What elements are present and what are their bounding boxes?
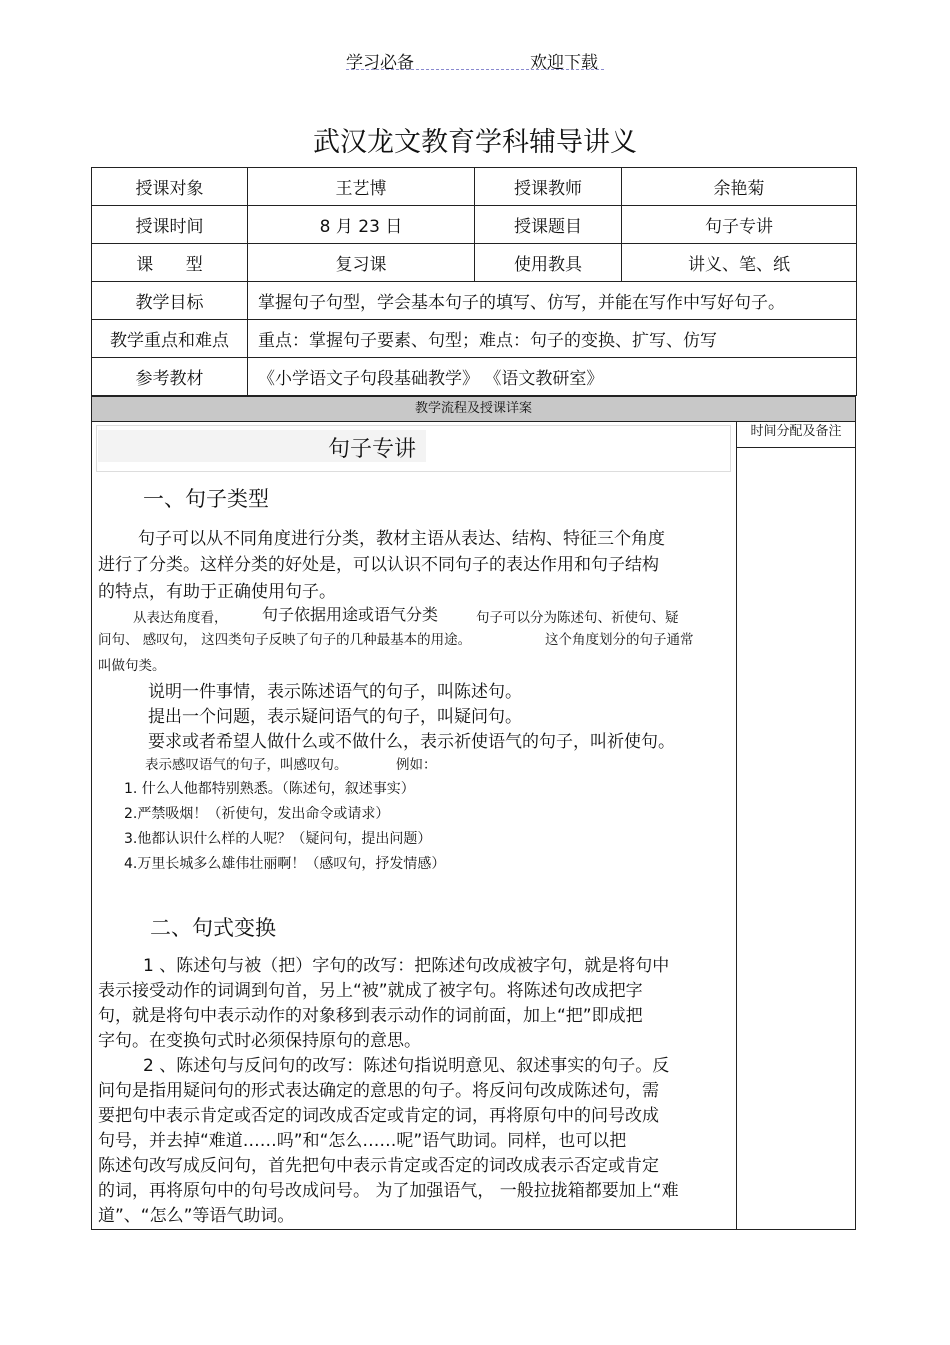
paragraph-line: 1 、陈述句与被（把）字句的改写：把陈述句改成被字句，就是将句中	[143, 956, 670, 976]
definition-line: 要求或者希望人做什么或不做什么，表示祈使语气的句子，叫祈使句。	[148, 732, 675, 752]
paragraph-line: 句子可以分为陈述句、祈使句、疑	[476, 610, 679, 626]
label-tools: 使用教具	[475, 244, 622, 282]
paragraph-line: 问句、 感叹句， 这四类句子反映了句子的几种最基本的用途。	[98, 632, 472, 648]
paragraph-line: 2 、陈述句与反问句的改写：陈述句指说明意见、叙述事实的句子。反	[143, 1056, 670, 1076]
paragraph-line: 要把句中表示肯定或否定的词改成否定或肯定的词，再将原句中的问号改成	[98, 1106, 659, 1126]
value-teacher: 余艳菊	[622, 168, 857, 206]
column-divider	[736, 421, 737, 1229]
paragraph-line: 陈述句改写成反问句，首先把句中表示肯定或否定的词改成表示否定或肯定	[98, 1156, 659, 1176]
example-item: 1. 什么人他都特别熟悉。（陈述句，叙述事实）	[124, 781, 415, 797]
value-reference: 《小学语文子句段基础教学》 《语文教研室》	[248, 358, 857, 396]
value-tools: 讲义、笔、纸	[622, 244, 857, 282]
paragraph-line: 句子依据用途或语气分类	[262, 605, 439, 624]
paragraph-line: 的词，再将原句中的句号改成问号。 为了加强语气， 一般拉拢箱都要加上“难	[98, 1181, 679, 1201]
paragraph-line: 句，就是将句中表示动作的对象移到表示动作的词前面，加上“把”即成把	[98, 1006, 643, 1026]
flow-bar: 教学流程及授课详案	[91, 396, 856, 422]
section1-heading: 一、句子类型	[143, 487, 269, 511]
paragraph-line: 道”、“怎么”等语气助词。	[98, 1206, 295, 1226]
example-item: 3.他都认识什么样的人呢？（疑问句，提出问题）	[124, 831, 432, 847]
value-time: 8 月 23 日	[248, 206, 475, 244]
label-goal: 教学目标	[92, 282, 248, 320]
paragraph-line: 这个角度划分的句子通常	[545, 632, 694, 648]
section2-heading: 二、句式变换	[150, 916, 276, 940]
label-time: 授课时间	[92, 206, 248, 244]
definition-line: 提出一个问题，表示疑问语气的句子，叫疑问句。	[148, 707, 522, 727]
paragraph-line: 句子可以从不同角度进行分类，教材主语从表达、结构、特征三个角度	[138, 529, 665, 549]
value-keypoints: 重点：掌握句子要素、句型；难点：句子的变换、扩写、仿写	[248, 320, 857, 358]
paragraph-line: 进行了分类。这样分类的好处是，可以认识不同句子的表达作用和句子结构	[98, 555, 659, 575]
header-divider	[346, 69, 604, 70]
paragraph-line: 从表达角度看，	[133, 610, 228, 626]
info-row	[92, 320, 857, 358]
paragraph-line: 叫做句类。	[98, 658, 166, 674]
value-student: 王艺博	[248, 168, 475, 206]
value-type: 复习课	[248, 244, 475, 282]
header-left: 学习必备	[346, 53, 414, 73]
info-row	[92, 244, 857, 282]
value-goal: 掌握句子句型，学会基本句子的填写、仿写，并能在写作中写好句子。	[248, 282, 857, 320]
label-student: 授课对象	[92, 168, 248, 206]
label-reference: 参考教材	[92, 358, 248, 396]
notes-column-header: 时间分配及备注	[737, 421, 855, 448]
example-intro: 例如：	[396, 757, 437, 773]
info-row	[92, 282, 857, 320]
topic-title: 句子专讲	[328, 437, 417, 462]
label-topic: 授课题目	[475, 206, 622, 244]
value-topic: 句子专讲	[622, 206, 857, 244]
page-title: 武汉龙文教育学科辅导讲义	[313, 127, 637, 158]
info-table	[91, 167, 857, 396]
info-row	[92, 358, 857, 396]
info-row	[92, 206, 857, 244]
label-type: 课 型	[92, 244, 248, 282]
header-right: 欢迎下载	[530, 53, 598, 73]
example-item: 4.万里长城多么雄伟壮丽啊！（感叹句，抒发情感）	[124, 856, 446, 872]
label-teacher: 授课教师	[475, 168, 622, 206]
paragraph-line: 句号，并去掉“难道……吗”和“怎么……呢”语气助词。同样，也可以把	[98, 1131, 627, 1151]
definition-line: 说明一件事情，表示陈述语气的句子，叫陈述句。	[148, 682, 522, 702]
paragraph-line: 表示接受动作的词调到句首，另上“被”就成了被字句。将陈述句改成把字	[98, 981, 643, 1001]
paragraph-line: 字句。在变换句式时必须保持原句的意思。	[98, 1031, 421, 1051]
paragraph-line: 的特点，有助于正确使用句子。	[98, 582, 336, 602]
definition-line: 表示感叹语气的句子，叫感叹句。	[145, 757, 348, 773]
info-row	[92, 168, 857, 206]
example-item: 2.严禁吸烟！（祈使句，发出命令或请求）	[124, 806, 390, 822]
paragraph-line: 问句是指用疑问句的形式表达确定的意思的句子。将反问句改成陈述句，需	[98, 1081, 659, 1101]
label-keypoints: 教学重点和难点	[92, 320, 248, 358]
